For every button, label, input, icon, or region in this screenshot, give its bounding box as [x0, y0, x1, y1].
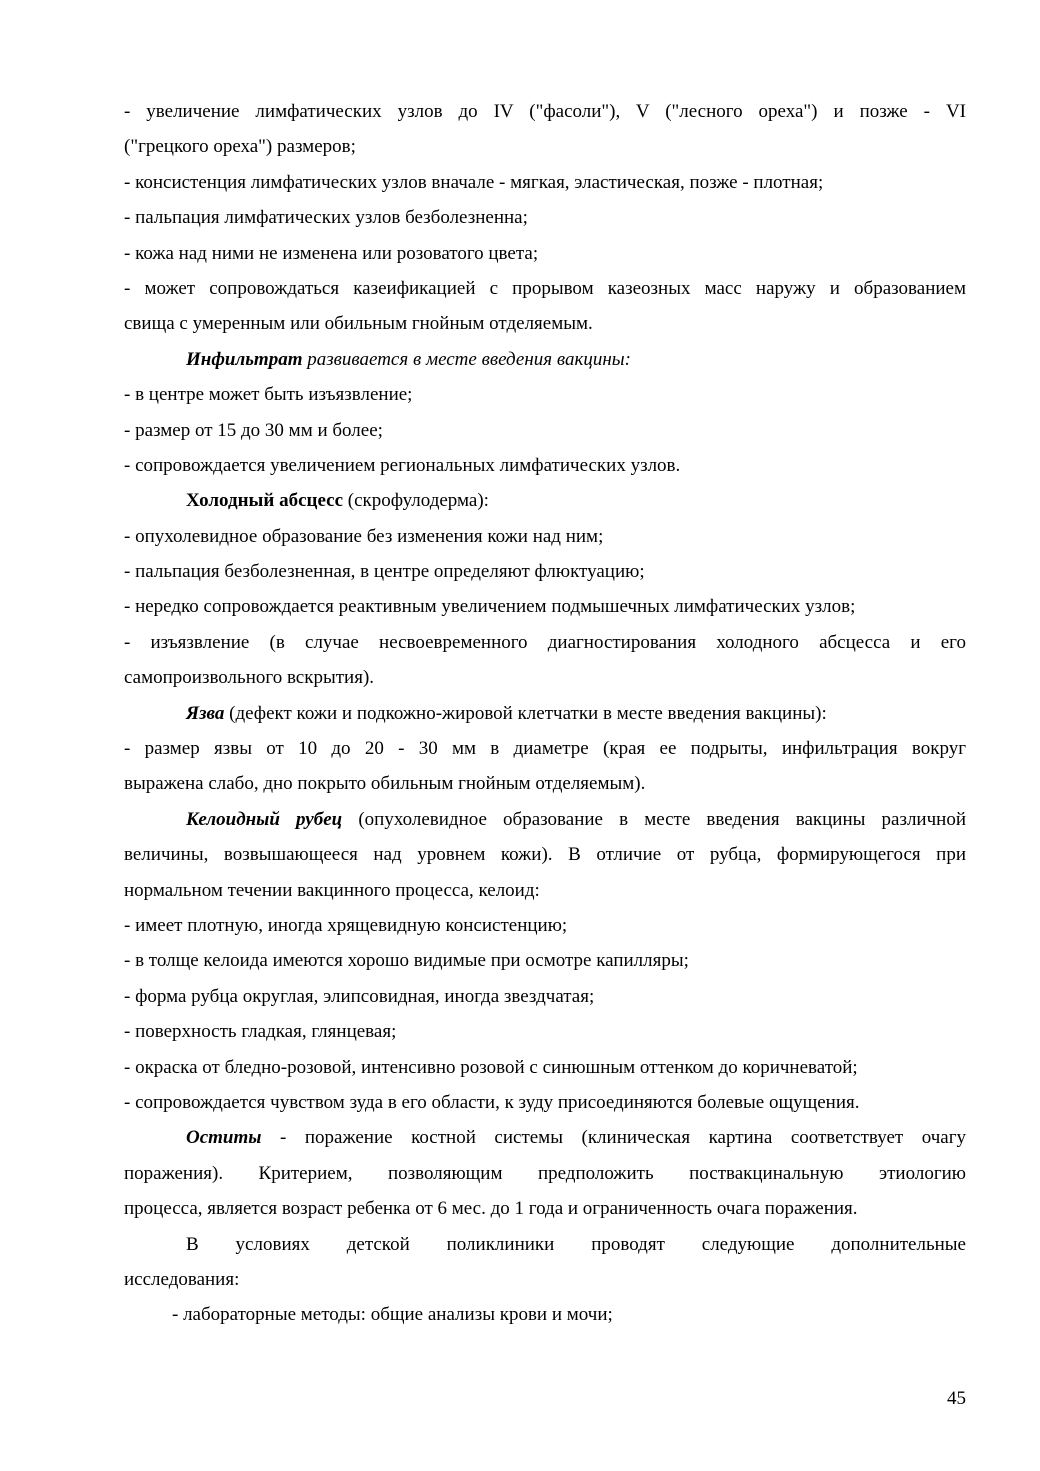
list-item: - пальпация безболезненная, в центре определяют флюктуацию;: [124, 561, 645, 583]
keloid-heading-text: (опухолевидное образование в месте введения вакцины различной: [342, 808, 966, 830]
keloid-term: Келоидный рубец: [186, 808, 343, 830]
text-line: - пальпация лимфатических узлов безболезненна;: [124, 207, 528, 229]
abscess-term: Холодный абсцесс: [186, 490, 344, 512]
list-item: - нередко сопровождается реактивным увеличением подмышечных лимфатических узлов;: [124, 596, 856, 618]
list-item: - в центре может быть изъязвление;: [124, 384, 413, 406]
list-item: - лабораторные методы: общие анализы крови и мочи;: [172, 1304, 613, 1326]
text-line: - может сопровождаться казеификацией с прорывом казеозных масс наружу и образованием: [124, 277, 966, 299]
list-item: - в толще келоида имеются хорошо видимые при осмотре капилляры;: [124, 950, 689, 972]
page-number: 45: [947, 1388, 966, 1409]
list-item: - имеет плотную, иногда хрящевидную консистенцию;: [124, 914, 568, 936]
text-line: ("грецкого ореха") размеров;: [124, 136, 356, 158]
document-page: [124, 94, 966, 1333]
text-line: - консистенция лимфатических узлов вначале - мягкая, эластическая, позже - плотная;: [124, 171, 824, 193]
infiltrate-heading-text: развивается в месте введения вакцины:: [302, 348, 631, 370]
keloid-heading: [124, 802, 966, 837]
list-item: - форма рубца округлая, элипсовидная, иногда звездчатая;: [124, 985, 595, 1007]
text-line: поражения). Критерием, позволяющим предположить поствакцинальную этиологию: [124, 1162, 966, 1184]
text-line: величины, возвышающееся над уровнем кожи). В отличие от рубца, формирующегося при: [124, 844, 966, 866]
list-item: - размер язвы от 10 до 20 - 30 мм в диаметре (края ее подрыты, инфильтрация вокруг: [124, 738, 966, 760]
text-line: исследования:: [124, 1268, 240, 1290]
list-item: выражена слабо, дно покрыто обильным гнойным отделяемым).: [124, 773, 646, 795]
ulcer-heading-text: (дефект кожи и подкожно-жировой клетчатки в месте введения вакцины):: [224, 702, 827, 724]
abscess-heading-text: (скрофулодерма):: [343, 490, 489, 512]
ostitis-term: Оститы: [186, 1127, 262, 1149]
list-item: - окраска от бледно-розовой, интенсивно розовой с синюшным оттенком до коричневатой;: [124, 1056, 858, 1078]
list-item: - размер от 15 до 30 мм и более;: [124, 419, 383, 441]
text-line: - увеличение лимфатических узлов до IV ("фасоли"), V ("лесного ореха") и позже - VI: [124, 101, 966, 122]
infiltrate-heading: [124, 342, 966, 377]
text-line: свища с умеренным или обильным гнойным отделяемым.: [124, 313, 593, 335]
ostitis-heading-text: - поражение костной системы (клиническая картина соответствует очагу: [261, 1127, 966, 1149]
infiltrate-term: Инфильтрат: [186, 348, 303, 370]
text-line: нормальном течении вакцинного процесса, келоид:: [124, 879, 540, 901]
ulcer-term: Язва: [186, 702, 225, 724]
list-item: - изъязвление (в случае несвоевременного диагностирования холодного абсцесса и его: [124, 631, 966, 653]
text-line: процесса, является возраст ребенка от 6 мес. до 1 года и ограниченность очага поражения.: [124, 1198, 858, 1220]
list-item: - опухолевидное образование без изменения кожи над ним;: [124, 525, 604, 547]
text-line: - кожа над ними не изменена или розоватого цвета;: [124, 242, 539, 264]
ostitis-heading: [124, 1120, 966, 1155]
list-item: самопроизвольного вскрытия).: [124, 667, 375, 689]
abscess-heading: [124, 483, 966, 518]
ulcer-heading: [124, 696, 966, 731]
list-item: - сопровождается увеличением региональных лимфатических узлов.: [124, 454, 681, 476]
list-item: - сопровождается чувством зуда в его области, к зуду присоединяются болевые ощущения.: [124, 1091, 860, 1113]
text-line: В условиях детской поликлиники проводят следующие дополнительные: [186, 1233, 966, 1255]
list-item: - поверхность гладкая, глянцевая;: [124, 1021, 397, 1043]
